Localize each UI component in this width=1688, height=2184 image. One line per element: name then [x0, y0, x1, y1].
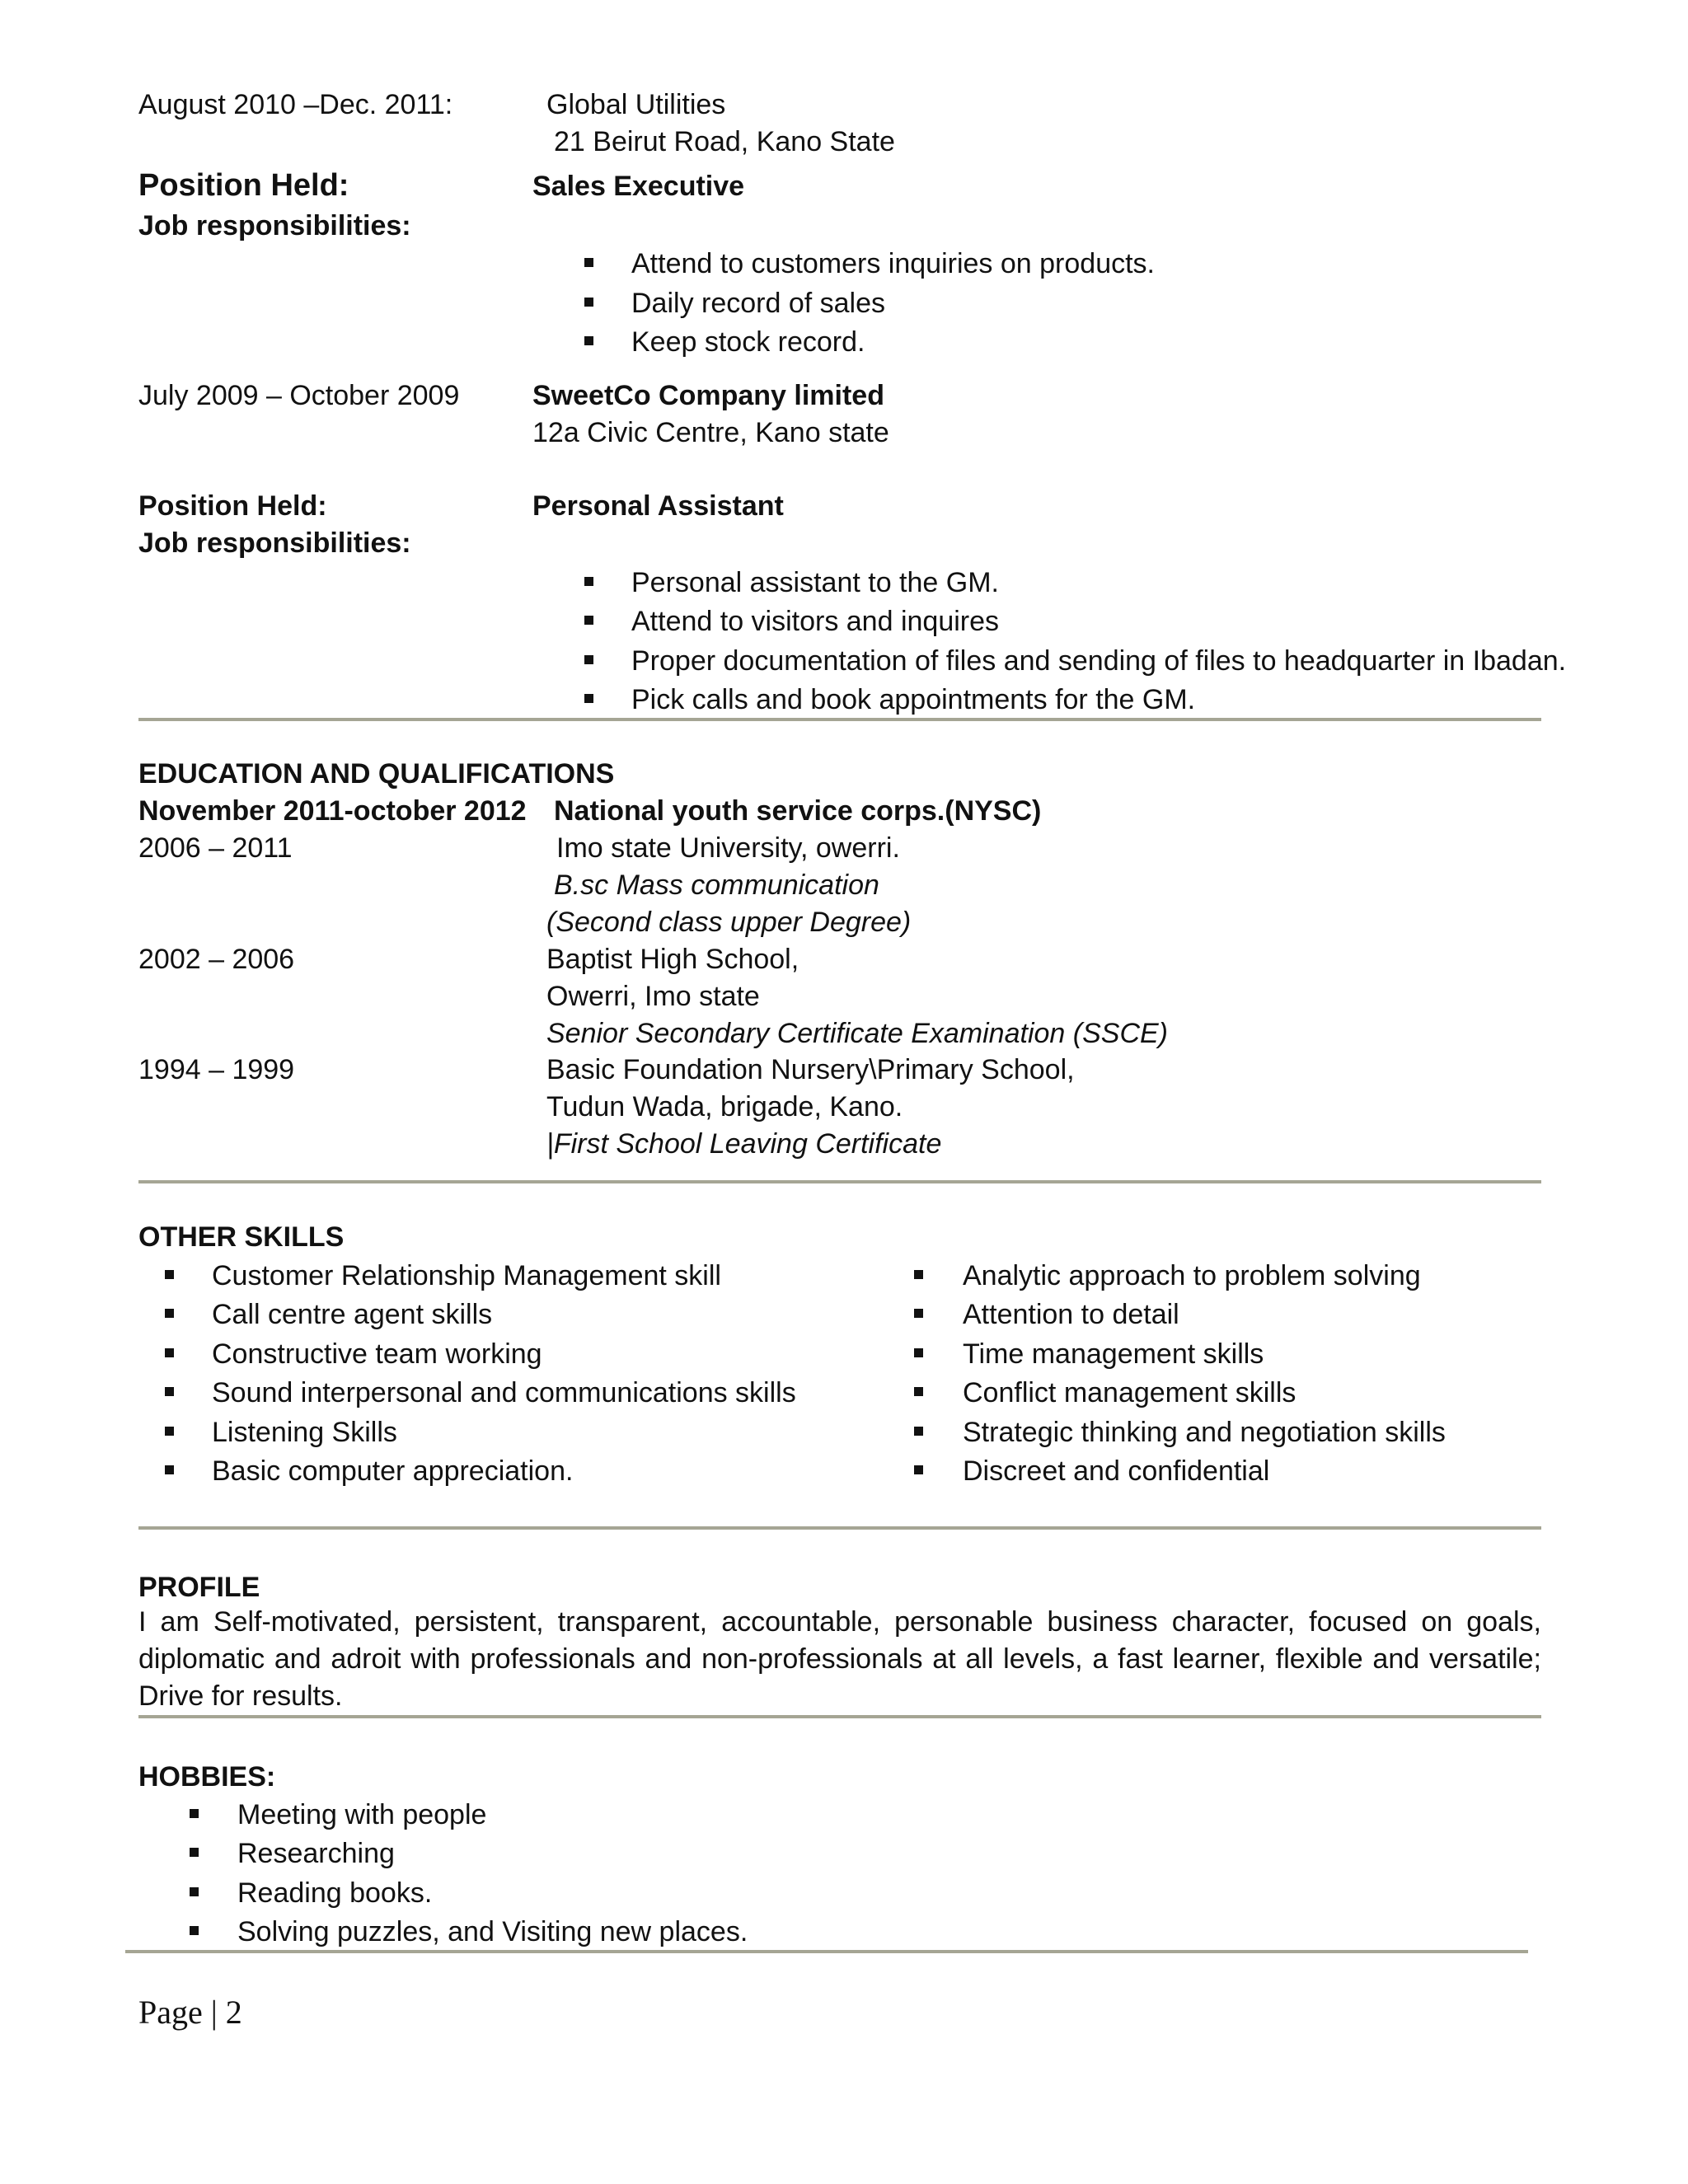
list-item: Discreet and confidential	[963, 1455, 1270, 1487]
nysc-name: National youth service corps.(NYSC)	[554, 795, 1042, 827]
section-divider	[138, 718, 1541, 721]
bullet-icon	[584, 258, 593, 267]
primary-dates: 1994 – 1999	[138, 1054, 295, 1085]
section-divider	[138, 1180, 1541, 1183]
bullet-icon	[165, 1465, 174, 1474]
list-item: Sound interpersonal and communications skills	[212, 1377, 796, 1408]
list-item: Attend to customers inquiries on products.	[631, 248, 1155, 279]
bullet-icon	[584, 298, 593, 307]
list-item: Listening Skills	[212, 1417, 397, 1448]
list-item: Time management skills	[963, 1338, 1264, 1370]
job2-dates: July 2009 – October 2009	[138, 380, 460, 411]
high-name: Baptist High School,	[546, 944, 799, 975]
list-item: Analytic approach to problem solving	[963, 1260, 1421, 1291]
bullet-icon	[914, 1427, 923, 1436]
job2-position: Personal Assistant	[532, 490, 784, 522]
nysc-dates: November 2011-october 2012	[138, 795, 527, 827]
bullet-icon	[914, 1348, 923, 1357]
list-item: Attend to visitors and inquires	[631, 606, 1000, 637]
page-number: Page | 2	[138, 1994, 242, 2031]
list-item: Keep stock record.	[631, 326, 865, 358]
bullet-icon	[165, 1309, 174, 1318]
high-dates: 2002 – 2006	[138, 944, 295, 975]
job1-position-label: Position Held:	[138, 168, 349, 203]
job1-address: 21 Beirut Road, Kano State	[554, 126, 895, 157]
profile-text: I am Self-motivated, persistent, transparent, accountable, personable business character, focused on goals, diplomatic and adroit with professionals and non-professionals at all levels, a fast learner, flexible and versatile; Drive for results.	[138, 1606, 1541, 1712]
job2-company: SweetCo Company limited	[532, 380, 884, 411]
bullet-icon	[914, 1270, 923, 1279]
high-cert: Senior Secondary Certificate Examination (SSCE)	[546, 1018, 1168, 1049]
job1-company: Global Utilities	[546, 89, 726, 120]
primary-city: Tudun Wada, brigade, Kano.	[546, 1091, 903, 1122]
job2-position-label: Position Held:	[138, 490, 327, 522]
primary-cert: |First School Leaving Certificate	[546, 1128, 942, 1160]
list-item: Customer Relationship Management skill	[212, 1260, 721, 1291]
bullet-icon	[914, 1387, 923, 1396]
education-heading: EDUCATION AND QUALIFICATIONS	[138, 758, 615, 790]
bullet-icon	[165, 1427, 174, 1436]
section-divider	[138, 1526, 1541, 1530]
bullet-icon	[190, 1848, 199, 1857]
bullet-icon	[584, 336, 593, 345]
bullet-icon	[165, 1270, 174, 1279]
hobbies-heading: HOBBIES:	[138, 1761, 276, 1793]
bullet-icon	[190, 1809, 199, 1818]
list-item: Researching	[237, 1838, 395, 1869]
list-item: Daily record of sales	[631, 288, 886, 319]
bullet-icon	[190, 1887, 199, 1896]
bullet-icon	[584, 655, 593, 664]
bullet-icon	[165, 1348, 174, 1357]
uni-name: Imo state University, owerri.	[556, 832, 900, 864]
skills-heading: OTHER SKILLS	[138, 1221, 345, 1253]
uni-degree: B.sc Mass communication	[554, 869, 879, 901]
section-divider	[138, 1715, 1541, 1718]
list-item: Strategic thinking and negotiation skills	[963, 1417, 1446, 1448]
list-item: Proper documentation of files and sending of files to headquarter in Ibadan.	[631, 645, 1567, 677]
bullet-icon	[914, 1465, 923, 1474]
job2-address: 12a Civic Centre, Kano state	[532, 417, 889, 448]
list-item: Attention to detail	[963, 1299, 1179, 1330]
uni-dates: 2006 – 2011	[138, 832, 293, 864]
list-item: Conflict management skills	[963, 1377, 1296, 1408]
list-item: Solving puzzles, and Visiting new places.	[237, 1916, 748, 1947]
bullet-icon	[165, 1387, 174, 1396]
job1-dates: August 2010 –Dec. 2011:	[138, 89, 453, 120]
profile-heading: PROFILE	[138, 1572, 260, 1603]
list-item: Constructive team working	[212, 1338, 542, 1370]
list-item: Personal assistant to the GM.	[631, 567, 999, 598]
uni-class: (Second class upper Degree)	[546, 907, 912, 938]
list-item: Meeting with people	[237, 1799, 487, 1830]
bullet-icon	[914, 1309, 923, 1318]
list-item: Call centre agent skills	[212, 1299, 493, 1330]
job1-resp-label: Job responsibilities:	[138, 210, 411, 241]
job2-resp-label: Job responsibilities:	[138, 527, 411, 559]
job1-position: Sales Executive	[532, 171, 745, 202]
list-item: Basic computer appreciation.	[212, 1455, 574, 1487]
bullet-icon	[584, 616, 593, 625]
high-city: Owerri, Imo state	[546, 981, 760, 1012]
primary-name: Basic Foundation Nursery\Primary School,	[546, 1054, 1075, 1085]
section-divider	[125, 1950, 1528, 1953]
bullet-icon	[584, 577, 593, 586]
list-item: Pick calls and book appointments for the GM.	[631, 684, 1196, 715]
bullet-icon	[584, 694, 593, 703]
bullet-icon	[190, 1926, 199, 1935]
list-item: Reading books.	[237, 1877, 433, 1909]
